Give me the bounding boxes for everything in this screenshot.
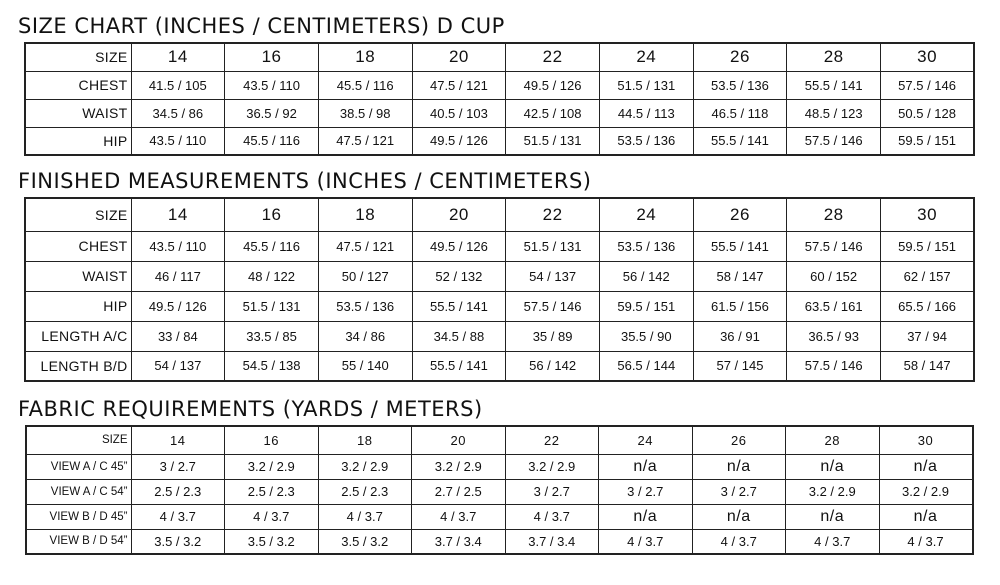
measurement-cell: 53.5 / 136 <box>599 231 693 261</box>
fabric-cell: n/a <box>692 504 786 529</box>
measurement-cell: 47.5 / 121 <box>318 231 412 261</box>
row-label: SIZE <box>25 198 131 231</box>
measurement-cell: 60 / 152 <box>787 261 881 291</box>
fabric-cell: 3 / 2.7 <box>692 479 786 504</box>
size-heading: 22 <box>505 426 599 454</box>
size-heading: 24 <box>599 43 693 71</box>
fabric-cell: n/a <box>786 504 880 529</box>
measurement-cell: 45.5 / 116 <box>225 127 319 155</box>
table-row <box>26 479 973 504</box>
size-heading: 28 <box>787 43 881 71</box>
size-heading: 14 <box>131 198 225 231</box>
measurement-cell: 58 / 147 <box>881 351 975 381</box>
table-row <box>25 71 974 99</box>
fabric-cell: 4 / 3.7 <box>131 504 225 529</box>
table-row <box>25 291 974 321</box>
measurement-cell: 51.5 / 131 <box>506 127 600 155</box>
fabric-cell: 3.7 / 3.4 <box>412 529 506 554</box>
measurement-cell: 43.5 / 110 <box>131 231 225 261</box>
size-chart-table <box>24 42 975 156</box>
fabric-cell: 3.2 / 2.9 <box>412 454 506 479</box>
measurement-cell: 54.5 / 138 <box>225 351 319 381</box>
size-heading: 24 <box>599 426 693 454</box>
fabric-cell: 4 / 3.7 <box>412 504 506 529</box>
row-label: CHEST <box>25 71 131 99</box>
fabric-cell: n/a <box>879 504 973 529</box>
fabric-cell: 2.5 / 2.3 <box>318 479 412 504</box>
measurement-cell: 45.5 / 116 <box>318 71 412 99</box>
measurement-cell: 47.5 / 121 <box>412 71 506 99</box>
fabric-cell: 4 / 3.7 <box>318 504 412 529</box>
row-label: HIP <box>25 127 131 155</box>
size-heading: 30 <box>881 198 975 231</box>
measurement-cell: 41.5 / 105 <box>131 71 225 99</box>
row-label: VIEW A / C 45” <box>26 454 131 479</box>
measurement-cell: 46 / 117 <box>131 261 225 291</box>
row-label: SIZE <box>25 43 131 71</box>
measurement-cell: 55 / 140 <box>318 351 412 381</box>
measurement-cell: 40.5 / 103 <box>412 99 506 127</box>
fabric-cell: 3.5 / 3.2 <box>131 529 225 554</box>
table-row <box>25 231 974 261</box>
fabric-cell: 3.2 / 2.9 <box>786 479 880 504</box>
measurement-cell: 49.5 / 126 <box>412 127 506 155</box>
size-heading: 26 <box>693 43 787 71</box>
row-label: LENGTH B/D <box>25 351 131 381</box>
fabric-cell: n/a <box>692 454 786 479</box>
fabric-cell: 3.2 / 2.9 <box>505 454 599 479</box>
measurement-cell: 56 / 142 <box>506 351 600 381</box>
measurement-cell: 56 / 142 <box>599 261 693 291</box>
measurement-cell: 55.5 / 141 <box>412 291 506 321</box>
measurement-cell: 36.5 / 92 <box>225 99 319 127</box>
fabric-cell: 3.5 / 3.2 <box>318 529 412 554</box>
measurement-cell: 55.5 / 141 <box>693 127 787 155</box>
fabric-cell: 2.7 / 2.5 <box>412 479 506 504</box>
measurement-cell: 34.5 / 88 <box>412 321 506 351</box>
table-row <box>25 127 974 155</box>
measurement-cell: 53.5 / 136 <box>599 127 693 155</box>
measurement-cell: 48.5 / 123 <box>787 99 881 127</box>
table-row <box>26 454 973 479</box>
fabric-cell: 4 / 3.7 <box>786 529 880 554</box>
measurement-cell: 43.5 / 110 <box>225 71 319 99</box>
table-row <box>25 99 974 127</box>
fabric-cell: 4 / 3.7 <box>225 504 319 529</box>
measurement-cell: 51.5 / 131 <box>506 231 600 261</box>
measurement-cell: 45.5 / 116 <box>225 231 319 261</box>
measurement-cell: 57.5 / 146 <box>506 291 600 321</box>
size-header-row <box>25 43 974 71</box>
fabric-cell: 4 / 3.7 <box>505 504 599 529</box>
size-header-row <box>26 426 973 454</box>
size-heading: 20 <box>412 426 506 454</box>
size-heading: 16 <box>225 426 319 454</box>
fabric-cell: 3 / 2.7 <box>131 454 225 479</box>
row-label: WAIST <box>25 261 131 291</box>
measurement-cell: 59.5 / 151 <box>881 127 975 155</box>
measurement-cell: 51.5 / 131 <box>225 291 319 321</box>
size-heading: 30 <box>879 426 973 454</box>
row-label: WAIST <box>25 99 131 127</box>
measurement-cell: 34 / 86 <box>318 321 412 351</box>
fabric-cell: n/a <box>879 454 973 479</box>
measurement-cell: 57.5 / 146 <box>787 351 881 381</box>
size-heading: 20 <box>412 198 506 231</box>
measurement-cell: 57.5 / 146 <box>881 71 975 99</box>
measurement-cell: 48 / 122 <box>225 261 319 291</box>
measurement-cell: 62 / 157 <box>881 261 975 291</box>
measurement-cell: 58 / 147 <box>693 261 787 291</box>
measurement-cell: 50.5 / 128 <box>881 99 975 127</box>
measurement-cell: 53.5 / 136 <box>693 71 787 99</box>
fabric-cell: 3 / 2.7 <box>599 479 693 504</box>
measurement-cell: 54 / 137 <box>131 351 225 381</box>
measurement-cell: 55.5 / 141 <box>693 231 787 261</box>
size-heading: 26 <box>693 198 787 231</box>
row-label: VIEW A / C 54” <box>26 479 131 504</box>
finished-measurements-title: FINISHED MEASUREMENTS (INCHES / CENTIMETERS) <box>18 169 592 193</box>
row-label: LENGTH A/C <box>25 321 131 351</box>
row-label: CHEST <box>25 231 131 261</box>
size-heading: 14 <box>131 426 225 454</box>
size-heading: 20 <box>412 43 506 71</box>
measurement-cell: 49.5 / 126 <box>131 291 225 321</box>
measurement-cell: 35.5 / 90 <box>599 321 693 351</box>
fabric-cell: n/a <box>599 454 693 479</box>
fabric-cell: 3.7 / 3.4 <box>505 529 599 554</box>
fabric-cell: 3.2 / 2.9 <box>225 454 319 479</box>
measurement-cell: 57 / 145 <box>693 351 787 381</box>
fabric-cell: 4 / 3.7 <box>879 529 973 554</box>
fabric-cell: 3.5 / 3.2 <box>225 529 319 554</box>
size-heading: 24 <box>599 198 693 231</box>
fabric-cell: 3.2 / 2.9 <box>318 454 412 479</box>
size-heading: 30 <box>881 43 975 71</box>
size-heading: 18 <box>318 426 412 454</box>
measurement-cell: 52 / 132 <box>412 261 506 291</box>
size-heading: 18 <box>318 43 412 71</box>
size-heading: 16 <box>225 198 319 231</box>
fabric-cell: 4 / 3.7 <box>692 529 786 554</box>
fabric-cell: 3 / 2.7 <box>505 479 599 504</box>
size-chart-title: SIZE CHART (INCHES / CENTIMETERS) D CUP <box>18 14 505 38</box>
size-heading: 14 <box>131 43 225 71</box>
measurement-cell: 35 / 89 <box>506 321 600 351</box>
measurement-cell: 61.5 / 156 <box>693 291 787 321</box>
row-label: SIZE <box>26 426 131 454</box>
measurement-cell: 57.5 / 146 <box>787 231 881 261</box>
row-label: HIP <box>25 291 131 321</box>
fabric-cell: 4 / 3.7 <box>599 529 693 554</box>
measurement-cell: 38.5 / 98 <box>318 99 412 127</box>
row-label: VIEW B / D 54” <box>26 529 131 554</box>
size-heading: 16 <box>225 43 319 71</box>
fabric-cell: n/a <box>599 504 693 529</box>
measurement-cell: 36 / 91 <box>693 321 787 351</box>
table-row <box>25 351 974 381</box>
measurement-cell: 55.5 / 141 <box>787 71 881 99</box>
measurement-cell: 55.5 / 141 <box>412 351 506 381</box>
size-heading: 22 <box>506 43 600 71</box>
fabric-requirements-title: FABRIC REQUIREMENTS (YARDS / METERS) <box>18 397 483 421</box>
measurement-cell: 42.5 / 108 <box>506 99 600 127</box>
row-label: VIEW B / D 45” <box>26 504 131 529</box>
measurement-cell: 49.5 / 126 <box>412 231 506 261</box>
measurement-cell: 54 / 137 <box>506 261 600 291</box>
measurement-cell: 63.5 / 161 <box>787 291 881 321</box>
measurement-cell: 37 / 94 <box>881 321 975 351</box>
table-row <box>26 529 973 554</box>
fabric-cell: 2.5 / 2.3 <box>225 479 319 504</box>
measurement-cell: 65.5 / 166 <box>881 291 975 321</box>
measurement-cell: 51.5 / 131 <box>599 71 693 99</box>
measurement-cell: 33.5 / 85 <box>225 321 319 351</box>
measurement-cell: 53.5 / 136 <box>318 291 412 321</box>
finished-measurements-table <box>24 197 975 382</box>
measurement-cell: 57.5 / 146 <box>787 127 881 155</box>
measurement-cell: 33 / 84 <box>131 321 225 351</box>
measurement-cell: 43.5 / 110 <box>131 127 225 155</box>
size-heading: 26 <box>692 426 786 454</box>
measurement-cell: 44.5 / 113 <box>599 99 693 127</box>
fabric-cell: n/a <box>786 454 880 479</box>
measurement-cell: 47.5 / 121 <box>318 127 412 155</box>
measurement-cell: 59.5 / 151 <box>599 291 693 321</box>
measurement-cell: 50 / 127 <box>318 261 412 291</box>
measurement-cell: 46.5 / 118 <box>693 99 787 127</box>
measurement-cell: 36.5 / 93 <box>787 321 881 351</box>
table-row <box>25 261 974 291</box>
size-heading: 28 <box>786 426 880 454</box>
fabric-cell: 3.2 / 2.9 <box>879 479 973 504</box>
fabric-requirements-table <box>25 425 974 555</box>
measurement-cell: 59.5 / 151 <box>881 231 975 261</box>
size-heading: 22 <box>506 198 600 231</box>
size-header-row <box>25 198 974 231</box>
measurement-cell: 34.5 / 86 <box>131 99 225 127</box>
measurement-cell: 56.5 / 144 <box>599 351 693 381</box>
table-row <box>26 504 973 529</box>
table-row <box>25 321 974 351</box>
measurement-cell: 49.5 / 126 <box>506 71 600 99</box>
size-heading: 28 <box>787 198 881 231</box>
fabric-cell: 2.5 / 2.3 <box>131 479 225 504</box>
size-heading: 18 <box>318 198 412 231</box>
